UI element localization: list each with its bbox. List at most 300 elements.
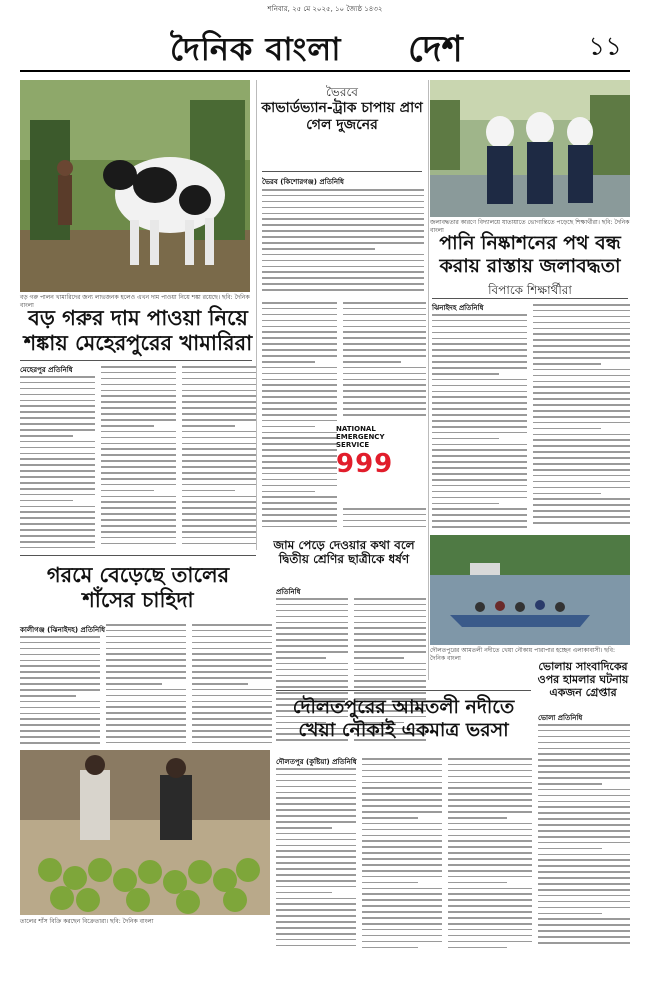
body-text-line [448, 840, 532, 842]
body-text-line [432, 379, 527, 381]
body-text-line [20, 541, 95, 543]
body-text-line [101, 537, 176, 539]
body-text-line [533, 445, 630, 447]
body-text-line [101, 478, 176, 480]
body-text-line [432, 396, 527, 398]
body-text-line [182, 425, 235, 427]
body-text-line [362, 799, 442, 801]
body-text-line [432, 520, 527, 522]
body-text-line [448, 905, 532, 907]
body-text-line [343, 373, 426, 375]
body-text-line [192, 718, 272, 720]
waterlogging-body-col2 [533, 304, 630, 532]
body-text-line [262, 520, 337, 522]
body-text-line [101, 490, 154, 492]
body-text-line [262, 461, 337, 463]
body-text-line [354, 657, 404, 659]
body-text-line [276, 815, 356, 817]
body-text-line [262, 473, 337, 475]
body-text-line [262, 266, 424, 268]
body-text-line [538, 871, 630, 873]
body-text-line [262, 514, 337, 516]
body-text-line [354, 633, 426, 635]
body-text-line [20, 382, 95, 384]
body-text-line [276, 780, 356, 782]
body-text-line [448, 829, 532, 831]
body-text-line [538, 918, 630, 920]
body-text-line [432, 326, 527, 328]
body-text-line [20, 506, 95, 508]
body-text-line [192, 648, 272, 650]
body-text-line [20, 476, 95, 478]
body-text-line [101, 472, 176, 474]
body-text-line [20, 713, 100, 715]
body-text-line [192, 706, 272, 708]
body-text-line [538, 924, 630, 926]
body-text-line [362, 893, 442, 895]
body-text-line [343, 396, 426, 398]
body-text-line [533, 386, 630, 388]
palm-byline: কালীগঞ্জ (ঝিনাইদহ) প্রতিনিধি [20, 626, 106, 634]
body-text-line [20, 394, 95, 396]
body-text-line [533, 381, 630, 383]
body-text-line [192, 636, 272, 638]
body-text-line [538, 759, 630, 761]
crime-byline: প্রতিনিধি [276, 588, 301, 596]
body-text-line [343, 514, 426, 516]
body-text-line [276, 686, 348, 688]
body-text-line [20, 689, 100, 691]
body-text-line [432, 314, 527, 316]
body-text-line [101, 413, 176, 415]
body-text-line [362, 899, 442, 901]
cattle-headline: বড় গরুর দাম পাওয়া নিয়ে শঙ্কায় মেহেরপুরের খামারিরা [23, 306, 253, 356]
body-text-line [276, 774, 356, 776]
body-text-line [262, 349, 337, 351]
body-text-line [538, 753, 630, 755]
body-text-line [276, 645, 348, 647]
body-text-line [538, 806, 630, 808]
body-text-line [276, 604, 348, 606]
body-text-line [192, 724, 272, 726]
body-text-line [106, 718, 186, 720]
body-text-line [106, 653, 186, 655]
body-text-line [362, 858, 442, 860]
body-text-line [20, 523, 95, 525]
body-text-line [448, 852, 532, 854]
body-text-line [192, 630, 272, 632]
body-text-line [354, 675, 426, 677]
body-text-line [354, 651, 426, 653]
body-text-line [101, 531, 176, 533]
body-text-line [362, 852, 442, 854]
body-text-line [533, 516, 630, 518]
palm-photo-caption: তালের শাঁস বিক্রি করছেন বিক্রেতারা। ছবি: দৈনিক বাংলা [20, 918, 154, 925]
ferry-headline: দৌলতপুরের আমতলী নদীতে খেয়া নৌকাই একমাত্র ভরসা [292, 696, 515, 741]
body-text-line [538, 854, 630, 856]
body-text-line [262, 242, 424, 244]
accident-body-col3b [343, 508, 426, 534]
body-text-line [20, 660, 100, 662]
ferry-photo-caption: দৌলতপুরের আমতলী নদীতে খেয়া নৌকায় পারাপার হচ্ছেন এলাকাবাসী। ছবি: দৈনিক বাংলা [430, 647, 615, 662]
body-text-line [448, 935, 532, 937]
body-text-line [432, 408, 527, 410]
body-text-line [533, 493, 601, 495]
body-text-line [101, 519, 176, 521]
body-text-line [448, 764, 532, 766]
body-text-line [533, 475, 630, 477]
body-text-line [276, 898, 356, 900]
body-text-line [276, 915, 356, 917]
body-text-line [533, 410, 630, 412]
body-text-line [276, 945, 356, 947]
body-text-line [262, 195, 424, 197]
body-text-line [362, 888, 442, 890]
body-text-line [432, 343, 527, 345]
body-text-line [262, 189, 424, 191]
body-text-line [533, 504, 630, 506]
body-text-line [20, 423, 95, 425]
body-text-line [20, 488, 95, 490]
body-text-line [20, 447, 95, 449]
body-text-line [432, 361, 527, 363]
body-text-line [538, 865, 630, 867]
body-text-line [262, 218, 424, 220]
body-text-line [538, 818, 630, 820]
accident-body [262, 189, 424, 297]
page-number: ১১ [588, 32, 622, 62]
body-text-line [262, 455, 337, 457]
body-text-line [432, 514, 527, 516]
body-text-line [432, 461, 527, 463]
body-text-line [362, 758, 442, 760]
body-text-line [533, 398, 630, 400]
body-text-line [276, 657, 326, 659]
body-text-line [262, 331, 337, 333]
body-text-line [354, 692, 426, 694]
cattle-body-col2 [101, 366, 176, 551]
body-text-line [262, 213, 424, 215]
body-text-line [533, 451, 630, 453]
body-text-line [262, 373, 337, 375]
body-text-line [262, 508, 337, 510]
body-text-line [533, 316, 630, 318]
body-text-line [20, 642, 100, 644]
waterlogging-headline: পানি নিষ্কাশনের পথ বন্ধ করায় রাস্তায় জলাবদ্ধতা [439, 232, 621, 277]
body-text-line [192, 730, 272, 732]
cattle-photo [20, 80, 250, 292]
waterlogging-subhead: বিপাকে শিক্ষার্থীরা [488, 283, 572, 297]
body-text-line [362, 929, 442, 931]
body-text-line [101, 390, 176, 392]
body-text-line [354, 680, 426, 682]
body-text-line [101, 466, 176, 468]
body-text-line [343, 349, 426, 351]
body-text-line [182, 490, 235, 492]
body-text-line [533, 434, 630, 436]
body-text-line [538, 783, 602, 785]
body-text-line [533, 422, 630, 424]
body-text-line [262, 379, 337, 381]
body-text-line [182, 531, 257, 533]
body-text-line [362, 923, 442, 925]
body-text-line [448, 947, 507, 949]
ferry-byline: দৌলতপুর (কুষ্টিয়া) প্রতিনিধি [276, 758, 357, 766]
palm-body-col1 [20, 636, 100, 746]
body-text-line [533, 498, 630, 500]
body-text-line [538, 901, 630, 903]
body-text-line [20, 429, 95, 431]
crime-headline: জাম পেড়ে দেওয়ার কথা বলে দ্বিতীয় শ্রেণির ছাত্রীকে ধর্ষণ [273, 538, 415, 567]
body-text-line [432, 438, 499, 440]
body-text-line [343, 367, 426, 369]
body-text-line [276, 768, 356, 770]
body-text-line [262, 396, 337, 398]
body-text-line [448, 923, 532, 925]
body-text-line [262, 485, 337, 487]
body-text-line [538, 936, 630, 938]
body-text-line [20, 701, 100, 703]
body-text-line [20, 665, 100, 667]
body-text-line [538, 824, 630, 826]
body-text-line [20, 417, 95, 419]
body-text-line [262, 302, 337, 304]
body-text-line [343, 379, 426, 381]
body-text-line [262, 254, 424, 256]
body-text-line [533, 392, 630, 394]
body-text-line [182, 419, 257, 421]
body-text-line [20, 411, 95, 413]
body-text-line [343, 314, 426, 316]
body-text-line [182, 478, 257, 480]
dateline: শনিবার, ২৫ মে ২০২৫, ১০ জ্যৈষ্ঠ ১৪৩২ [267, 5, 383, 13]
body-text-line [20, 405, 95, 407]
body-text-line [538, 830, 630, 832]
body-text-line [538, 859, 630, 861]
body-text-line [262, 277, 424, 279]
body-text-line [20, 671, 100, 673]
body-text-line [448, 817, 507, 819]
body-text-line [362, 793, 442, 795]
body-text-line [448, 899, 532, 901]
body-text-line [106, 642, 186, 644]
body-text-line [182, 519, 257, 521]
body-text-line [182, 460, 257, 462]
body-text-line [20, 636, 100, 638]
body-text-line [262, 496, 337, 498]
waterlogging-byline: ঝিনাইদহ প্রতিনিধি [432, 304, 484, 312]
body-text-line [182, 390, 257, 392]
body-text-line [448, 793, 532, 795]
body-text-line [276, 692, 348, 694]
body-text-line [538, 877, 630, 879]
body-text-line [262, 236, 424, 238]
body-text-line [262, 479, 337, 481]
body-text-line [101, 454, 176, 456]
body-text-line [362, 941, 442, 943]
body-text-line [432, 355, 527, 357]
students-photo [430, 80, 630, 217]
body-text-line [101, 543, 176, 545]
body-text-line [101, 366, 176, 368]
body-text-line [354, 645, 426, 647]
body-text-line [343, 308, 426, 310]
body-text-line [106, 677, 186, 679]
body-text-line [538, 801, 630, 803]
body-text-line [533, 428, 601, 430]
nes-line2: EMERGENCY [336, 433, 385, 441]
body-text-line [343, 355, 426, 357]
body-text-line [262, 361, 315, 363]
body-text-line [192, 742, 272, 744]
palm-headline: গরমে বেড়েছে তালের শাঁসের চাহিদা [46, 563, 230, 613]
accident-body-col2 [262, 302, 337, 534]
body-text-line [106, 665, 186, 667]
body-text-line [448, 787, 532, 789]
body-text-line [276, 627, 348, 629]
accident-kicker: ভৈরবে [326, 85, 358, 99]
body-text-line [448, 917, 532, 919]
body-text-line [101, 507, 176, 509]
body-text-line [101, 378, 176, 380]
body-text-line [106, 742, 186, 744]
body-text-line [20, 388, 95, 390]
ferry-photo [430, 535, 630, 645]
body-text-line [182, 543, 257, 545]
body-text-line [362, 840, 442, 842]
body-text-line [276, 809, 356, 811]
body-text-line [533, 487, 630, 489]
body-text-line [262, 224, 424, 226]
body-text-line [182, 454, 257, 456]
body-text-line [106, 689, 186, 691]
body-text-line [276, 921, 356, 923]
body-text-line [262, 467, 337, 469]
body-text-line [192, 665, 272, 667]
body-text-line [432, 526, 527, 528]
body-text-line [354, 639, 426, 641]
body-text-line [448, 811, 532, 813]
body-text-line [362, 864, 442, 866]
body-text-line [101, 496, 176, 498]
body-text-line [101, 425, 154, 427]
body-text-line [432, 449, 527, 451]
body-text-line [20, 730, 100, 732]
body-text-line [448, 805, 532, 807]
body-text-line [20, 683, 100, 685]
body-text-line [533, 304, 630, 306]
body-text-line [538, 748, 630, 750]
body-text-line [448, 782, 532, 784]
cattle-byline: মেহেরপুর প্রতিনিধি [20, 366, 73, 374]
body-text-line [533, 357, 630, 359]
body-text-line [343, 343, 426, 345]
body-text-line [276, 616, 348, 618]
body-text-line [192, 624, 272, 626]
body-text-line [276, 622, 348, 624]
body-text-line [448, 770, 532, 772]
body-text-line [354, 598, 426, 600]
body-text-line [182, 472, 257, 474]
body-text-line [20, 724, 100, 726]
body-text-line [343, 384, 426, 386]
body-text-line [343, 408, 426, 410]
body-text-line [106, 706, 186, 708]
body-text-line [276, 633, 348, 635]
body-text-line [182, 496, 257, 498]
body-text-line [354, 622, 426, 624]
body-text-line [262, 432, 337, 434]
body-text-line [448, 911, 532, 913]
body-text-line [362, 882, 418, 884]
body-text-line [432, 367, 527, 369]
body-text-line [262, 355, 337, 357]
body-text-line [448, 941, 532, 943]
body-text-line [20, 736, 100, 738]
body-text-line [101, 525, 176, 527]
body-text-line [354, 663, 426, 665]
body-text-line [533, 439, 630, 441]
body-text-line [276, 639, 348, 641]
body-text-line [276, 839, 356, 841]
body-text-line [533, 351, 630, 353]
body-text-line [20, 742, 100, 744]
body-text-line [106, 636, 186, 638]
body-text-line [533, 404, 630, 406]
body-text-line [432, 503, 499, 505]
body-text-line [432, 349, 527, 351]
body-text-line [343, 320, 426, 322]
body-text-line [538, 812, 630, 814]
body-text-line [432, 420, 527, 422]
body-text-line [343, 337, 426, 339]
body-text-line [362, 870, 442, 872]
body-text-line [538, 777, 630, 779]
body-text-line [276, 651, 348, 653]
body-text-line [276, 886, 356, 888]
body-text-line [106, 695, 186, 697]
body-text-line [106, 730, 186, 732]
body-text-line [20, 400, 95, 402]
body-text-line [432, 426, 527, 428]
body-text-line [538, 724, 630, 726]
body-text-line [276, 856, 356, 858]
body-text-line [533, 322, 630, 324]
body-text-line [538, 836, 630, 838]
body-text-line [20, 470, 95, 472]
body-text-line [276, 933, 356, 935]
body-text-line [262, 420, 337, 422]
body-text-line [182, 413, 257, 415]
body-text-line [362, 817, 418, 819]
body-text-line [262, 491, 315, 493]
body-text-line [533, 481, 630, 483]
body-text-line [101, 419, 176, 421]
body-text-line [262, 230, 424, 232]
body-text-line [192, 659, 272, 661]
body-text-line [276, 927, 356, 929]
body-text-line [432, 338, 527, 340]
body-text-line [106, 630, 186, 632]
body-text-line [101, 460, 176, 462]
body-text-line [182, 537, 257, 539]
body-text-line [262, 443, 337, 445]
body-text-line [182, 484, 257, 486]
palm-fruit-photo [20, 750, 270, 915]
body-text-line [106, 659, 186, 661]
body-text-line [354, 686, 426, 688]
body-text-line [101, 372, 176, 374]
